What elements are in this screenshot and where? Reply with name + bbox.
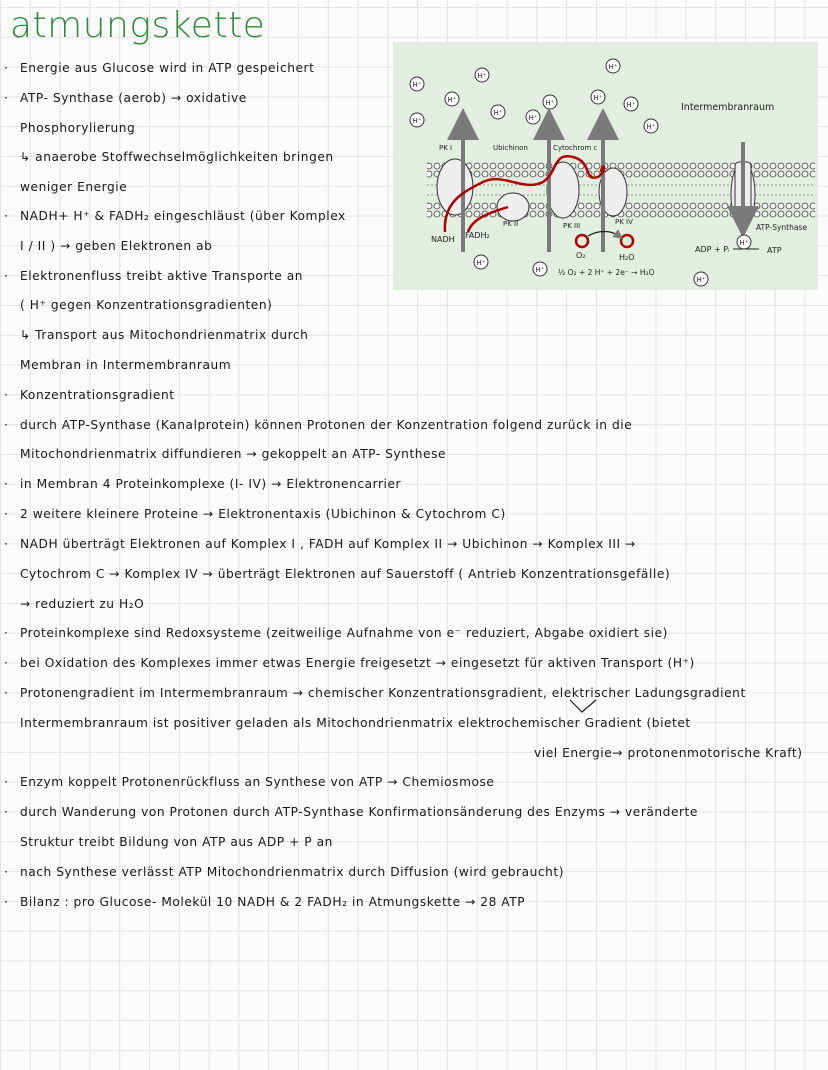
- note-text: Elektronenfluss treibt aktive Transporte an: [20, 269, 304, 283]
- o2-label: O₂: [576, 251, 586, 260]
- note-text: Proteinkomplexe sind Redoxsysteme (zeitweilige Aufnahme von e⁻ reduziert, Abgabe oxidiert sie): [20, 626, 668, 640]
- bullet-dot: ·: [4, 895, 9, 909]
- note-text: NADH+ H⁺ & FADH₂ eingeschläust (über Komplex: [20, 209, 346, 223]
- bullet-dot: ·: [4, 269, 9, 283]
- note-text: Struktur treibt Bildung von ATP aus ADP + P an: [20, 835, 333, 849]
- note-line: [4, 120, 135, 136]
- bullet-dot: ·: [4, 626, 9, 640]
- note-text: bei Oxidation des Komplexes immer etwas Energie freigesetzt → eingesetzt für aktiven Transport (H⁺): [20, 656, 695, 670]
- note-text: → reduziert zu H₂O: [20, 597, 145, 611]
- note-line: [4, 238, 212, 254]
- intermembrane-label: Intermembranraum: [681, 102, 775, 113]
- note-text: ↳ Transport aus Mitochondrienmatrix durch: [20, 328, 309, 342]
- bullet-dot: ·: [4, 209, 9, 223]
- note-text: Mitochondrienmatrix diffundieren → gekoppelt an ATP- Synthese: [20, 447, 447, 461]
- svg-text:H⁺: H⁺: [739, 239, 749, 247]
- svg-text:H⁺: H⁺: [447, 96, 457, 104]
- bullet-dot: ·: [4, 388, 9, 402]
- note-text: durch ATP-Synthase (Kanalprotein) können Protonen der Konzentration folgend zurück in die: [20, 418, 633, 432]
- note-line: [4, 476, 401, 492]
- note-line: [4, 327, 308, 343]
- svg-text:H⁺: H⁺: [528, 114, 538, 122]
- note-line: [4, 297, 272, 313]
- bullet-dot: ·: [4, 865, 9, 879]
- page-title: atmungskette: [10, 5, 266, 46]
- proton-icon: [591, 90, 605, 104]
- note-text: nach Synthese verlässt ATP Mitochondrienmatrix durch Diffusion (wird gebraucht): [20, 865, 565, 879]
- proton-icon: [737, 235, 751, 249]
- bullet-dot: ·: [4, 656, 9, 670]
- note-line: [4, 149, 334, 165]
- bullet-dot: ·: [4, 805, 9, 819]
- reaction-label: ½ O₂ + 2 H⁺ + 2e⁻ → H₂O: [558, 268, 655, 277]
- note-line: [4, 894, 525, 910]
- note-text: Enzym koppelt Protonenrückfluss an Synthese von ATP → Chemiosmose: [20, 775, 495, 789]
- note-line: [4, 179, 127, 195]
- note-line: [4, 208, 346, 224]
- note-text: ( H⁺ gegen Konzentrationsgradienten): [20, 298, 273, 312]
- note-line: [4, 357, 231, 373]
- note-text: Bilanz : pro Glucose- Molekül 10 NADH & 2 FADH₂ in Atmungskette → 28 ATP: [20, 895, 526, 909]
- h2o-label: H₂O: [619, 253, 635, 262]
- complex-label: PK I: [439, 144, 453, 152]
- bullet-dot: ·: [4, 418, 9, 432]
- note-text: Protonengradient im Intermembranraum → chemischer Konzentrationsgradient, elektrischer Ladungsgradient: [20, 686, 746, 700]
- nadh-label: NADH: [431, 235, 455, 244]
- bullet-dot: ·: [4, 537, 9, 551]
- svg-text:H⁺: H⁺: [535, 266, 545, 274]
- note-text: durch Wanderung von Protonen durch ATP-Synthase Konfirmationsänderung des Enzyms → veränderte: [20, 805, 698, 819]
- svg-text:H⁺: H⁺: [646, 123, 656, 131]
- synthase-label: ATP-Synthase: [756, 223, 807, 232]
- fadh-label: FADH₂: [465, 231, 490, 240]
- note-text: 2 weitere kleinere Proteine → Elektronentaxis (Ubichinon & Cytochrom C): [20, 507, 506, 521]
- note-line: [4, 774, 494, 790]
- water-icon: [621, 235, 633, 247]
- note-line: [4, 804, 698, 820]
- note-text: in Membran 4 Proteinkomplexe (I- IV) → Elektronencarrier: [20, 477, 402, 491]
- note-line: [4, 90, 247, 106]
- respiratory-chain-diagram: [393, 42, 818, 290]
- proton-icon: [624, 97, 638, 111]
- note-line: [4, 625, 668, 641]
- proton-icon: [694, 272, 708, 286]
- bullet-dot: ·: [4, 61, 9, 75]
- note-line: [4, 506, 506, 522]
- note-line: [4, 715, 691, 731]
- note-text: Konzentrationsgradient: [20, 388, 175, 402]
- note-text: NADH überträgt Elektronen auf Komplex I , FADH auf Komplex II → Ubichinon → Komplex III →: [20, 537, 636, 551]
- complex-label: PK II: [503, 220, 519, 228]
- bullet-dot: ·: [4, 507, 9, 521]
- note-text: Cytochrom C → Komplex IV → überträgt Elektronen auf Sauerstoff ( Antrieb Konzentrationsgefälle): [20, 567, 671, 581]
- note-line: [534, 745, 803, 761]
- bullet-dot: ·: [4, 91, 9, 105]
- svg-text:H⁺: H⁺: [593, 94, 603, 102]
- merge-mark-icon: [568, 698, 598, 714]
- svg-text:H⁺: H⁺: [696, 276, 706, 284]
- note-text: Intermembranraum ist positiver geladen als Mitochondrienmatrix elektrochemischer Gradient (bietet: [20, 716, 691, 730]
- note-text: Membran in Intermembranraum: [20, 358, 232, 372]
- proton-icon: [644, 119, 658, 133]
- note-line: [4, 864, 564, 880]
- proton-icon: [410, 77, 424, 91]
- svg-text:H⁺: H⁺: [493, 109, 503, 117]
- svg-text:H⁺: H⁺: [626, 101, 636, 109]
- proton-icon: [474, 255, 488, 269]
- note-text: I / II ) → geben Elektronen ab: [20, 239, 213, 253]
- proton-icon: [445, 92, 459, 106]
- note-line: [4, 387, 175, 403]
- proton-icon: [606, 59, 620, 73]
- note-line: [4, 60, 314, 76]
- svg-text:H⁺: H⁺: [412, 81, 422, 89]
- note-text: Energie aus Glucose wird in ATP gespeichert: [20, 61, 315, 75]
- svg-text:H⁺: H⁺: [608, 63, 618, 71]
- note-line: [4, 685, 746, 701]
- proton-icon: [543, 95, 557, 109]
- proton-icon: [526, 110, 540, 124]
- note-line: [4, 566, 670, 582]
- complex-label: PK IV: [615, 218, 633, 226]
- atp-label: ATP: [767, 246, 782, 255]
- svg-text:H⁺: H⁺: [545, 99, 555, 107]
- bullet-dot: ·: [4, 686, 9, 700]
- oxygen-icon: [576, 235, 588, 247]
- note-text: ↳ anaerobe Stoffwechselmöglichkeiten bringen: [20, 150, 334, 164]
- note-line: [4, 834, 333, 850]
- note-line: [4, 417, 632, 433]
- proton-icon: [533, 262, 547, 276]
- note-text: Phosphorylierung: [20, 121, 136, 135]
- note-line: [4, 268, 303, 284]
- note-line: [4, 536, 636, 552]
- proton-icon: [475, 68, 489, 82]
- note-text: weniger Energie: [20, 180, 128, 194]
- svg-text:H⁺: H⁺: [476, 259, 486, 267]
- note-line: [4, 655, 695, 671]
- bullet-dot: ·: [4, 477, 9, 491]
- note-text: viel Energie→ protonenmotorische Kraft): [534, 746, 803, 760]
- note-line: [4, 446, 446, 462]
- cytochrom-label: Cytochrom c: [553, 144, 598, 152]
- note-text: ATP- Synthase (aerob) → oxidative: [20, 91, 247, 105]
- complex-label: PK III: [563, 222, 581, 230]
- ubichinon-label: Ubichinon: [493, 144, 528, 152]
- bullet-dot: ·: [4, 775, 9, 789]
- note-line: [4, 596, 144, 612]
- adp-label: ADP + Pᵢ: [695, 245, 730, 254]
- proton-icon: [410, 113, 424, 127]
- svg-text:H⁺: H⁺: [477, 72, 487, 80]
- svg-text:H⁺: H⁺: [412, 117, 422, 125]
- proton-icon: [491, 105, 505, 119]
